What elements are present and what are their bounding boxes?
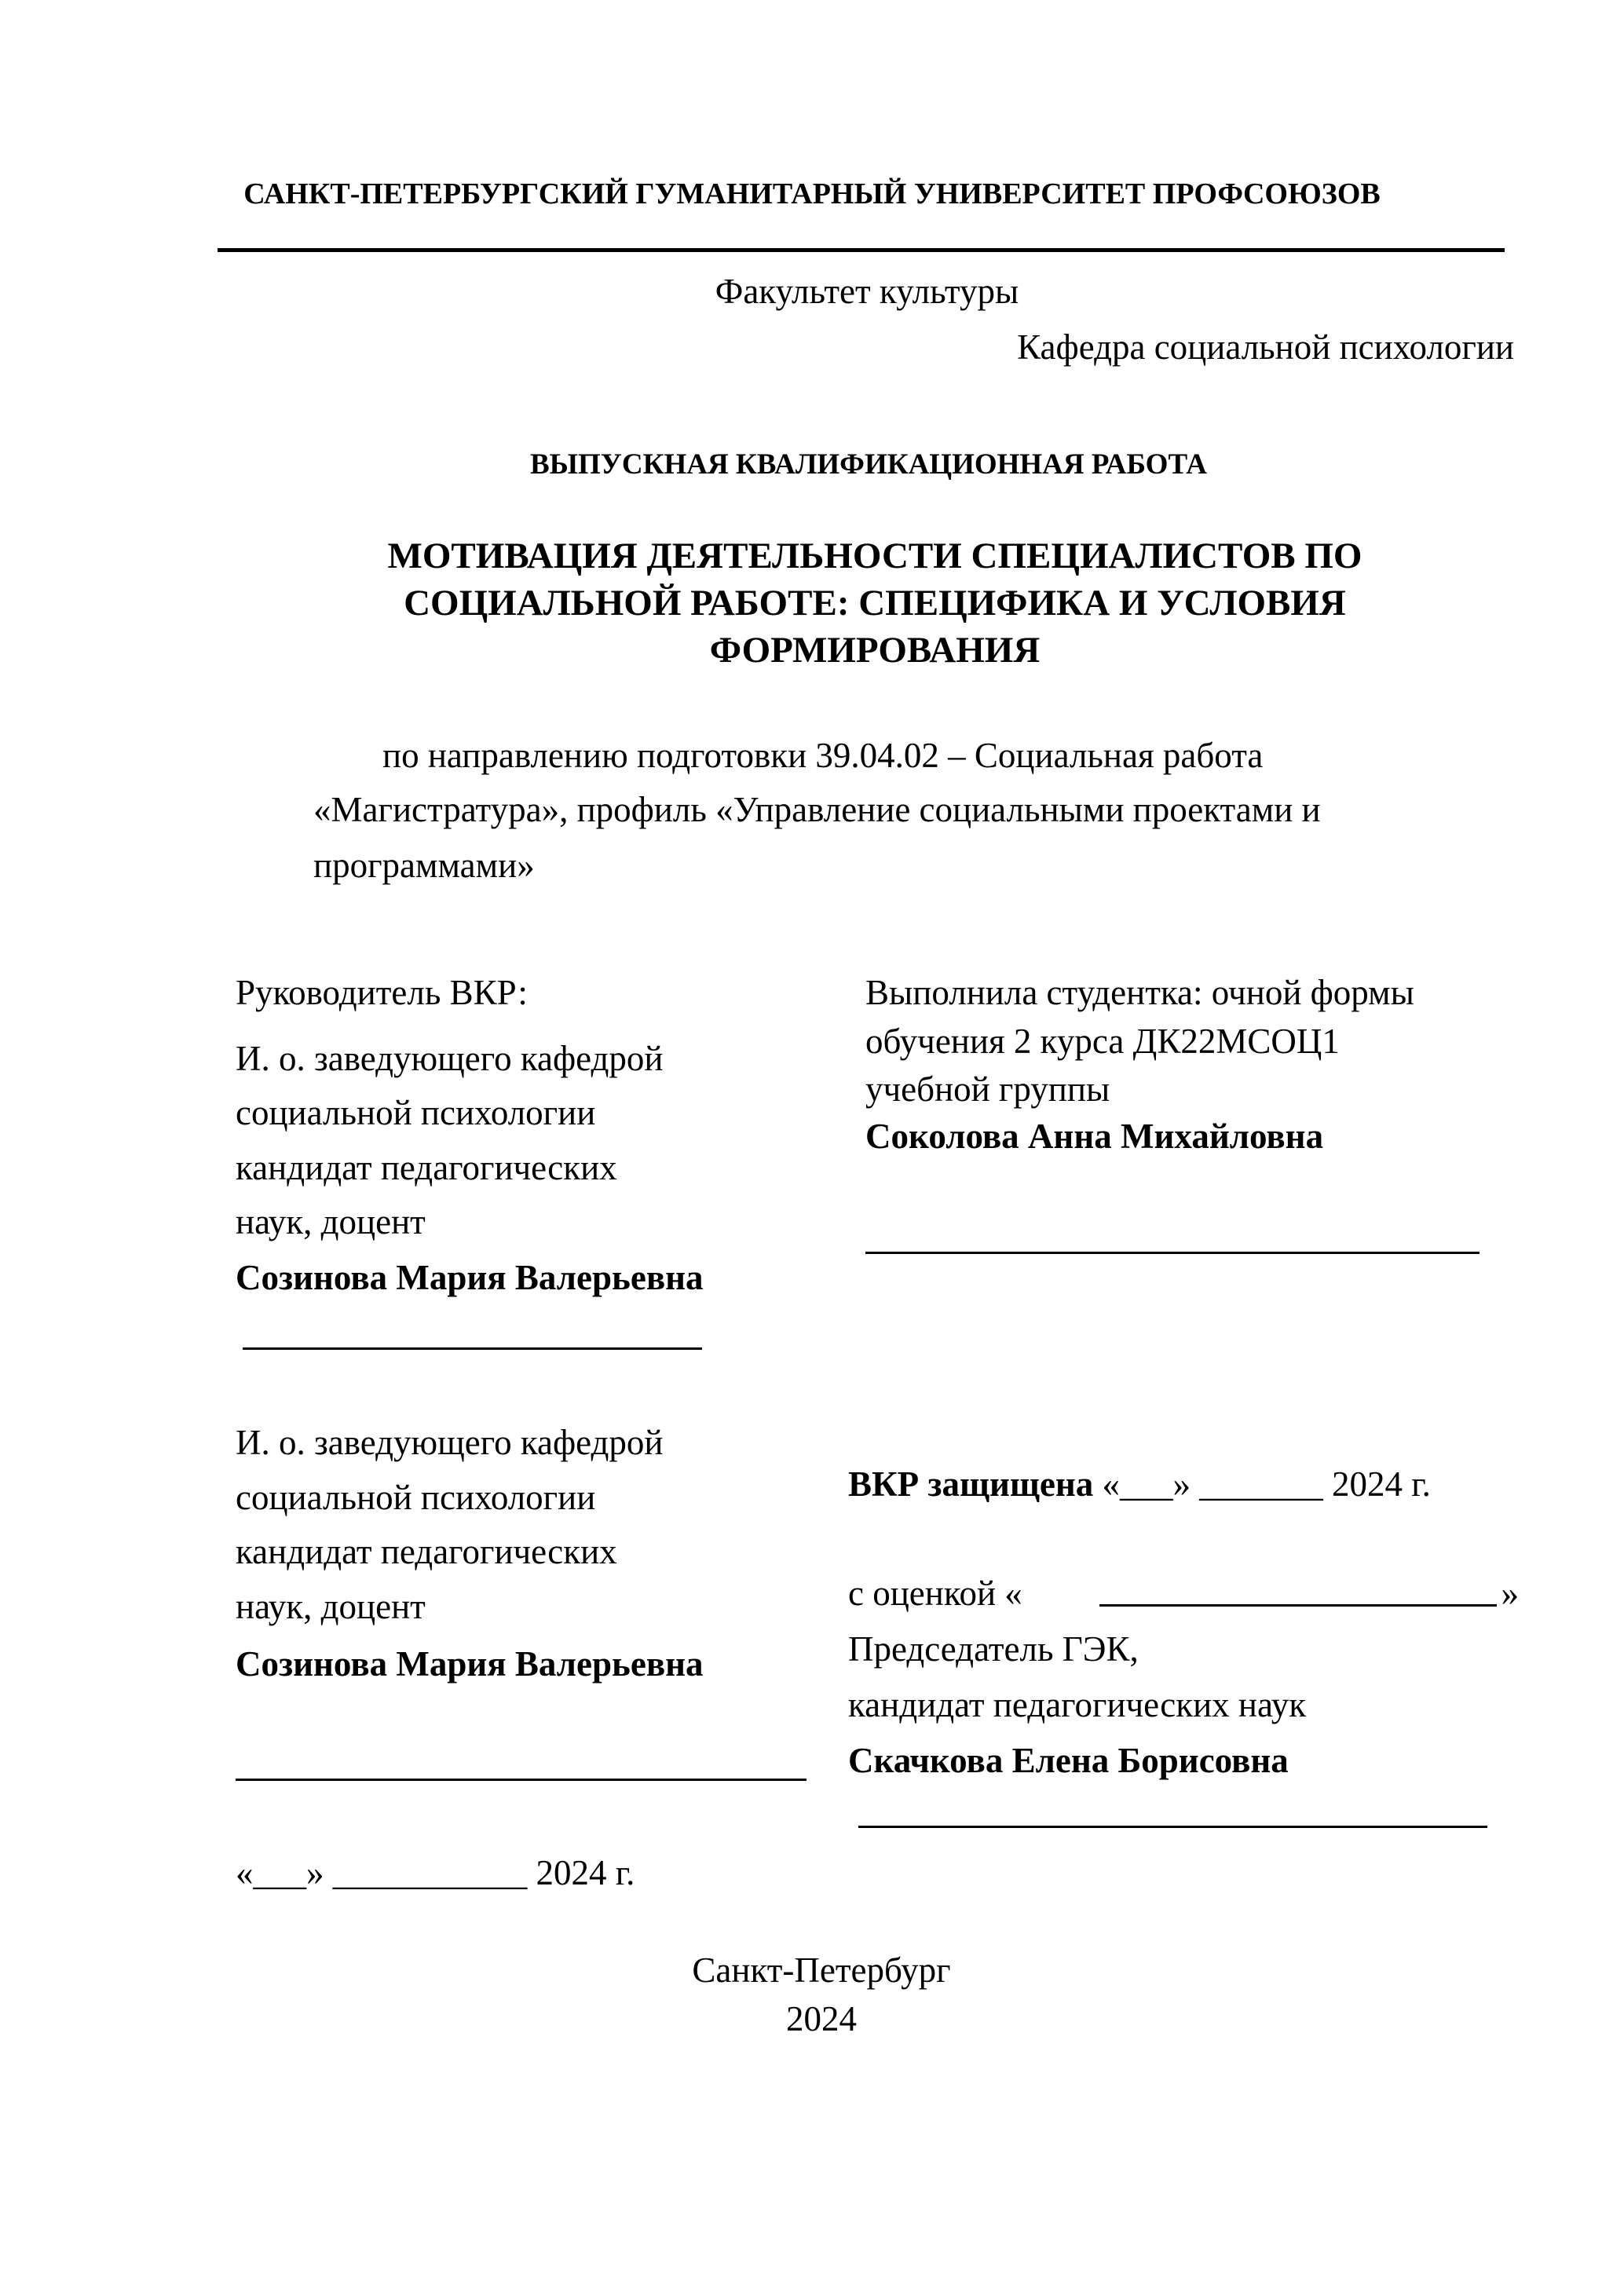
- work-type: ВЫПУСКНАЯ КВАЛИФИКАЦИОННАЯ РАБОТА: [529, 448, 1208, 481]
- student-signature-line: [865, 1252, 1480, 1254]
- supervisor-name: Созинова Мария Валерьевна: [236, 1258, 704, 1297]
- chair-name: Скачкова Елена Борисовна: [848, 1741, 1289, 1780]
- supervisor-position: И. о. заведующего кафедрой: [236, 1039, 664, 1078]
- student-info: обучения 2 курса ДК22МСОЦ1: [865, 1022, 1340, 1061]
- defense-label: ВКР защищена: [848, 1464, 1094, 1504]
- year: 2024: [786, 1999, 857, 2038]
- direction-line: по направлению подготовки 39.04.02 – Социальная работа: [382, 736, 1264, 775]
- grade-close: »: [1501, 1574, 1519, 1613]
- direction-line: «Магистратура», профиль «Управление социальными проектами и: [313, 790, 1321, 829]
- defense-line: [848, 1466, 1431, 1502]
- head-signature-line: [236, 1779, 807, 1781]
- head-position: кандидат педагогических: [236, 1532, 617, 1571]
- thesis-title-line: МОТИВАЦИЯ ДЕЯТЕЛЬНОСТИ СПЕЦИАЛИСТОВ ПО: [387, 536, 1362, 576]
- department: Кафедра социальной психологии: [1017, 327, 1514, 367]
- head-position: И. о. заведующего кафедрой: [236, 1423, 664, 1462]
- supervisor-position: социальной психологии: [236, 1093, 596, 1132]
- head-position: социальной психологии: [236, 1478, 596, 1517]
- university-name: САНКТ-ПЕТЕРБУРГСКИЙ ГУМАНИТАРНЫЙ УНИВЕРСИТЕТ ПРОФСОЮЗОВ: [243, 177, 1381, 210]
- chair-position: Председатель ГЭК,: [848, 1629, 1139, 1669]
- direction-line: программами»: [313, 846, 535, 885]
- thesis-title-line: СОЦИАЛЬНОЙ РАБОТЕ: СПЕЦИФИКА И УСЛОВИЯ: [404, 583, 1346, 623]
- city: Санкт-Петербург: [692, 1951, 951, 1990]
- head-name: Созинова Мария Валерьевна: [236, 1644, 704, 1684]
- grade-blank: [1099, 1604, 1497, 1607]
- head-date: «___» ___________ 2024 г.: [236, 1853, 635, 1892]
- chair-position: кандидат педагогических наук: [848, 1685, 1307, 1724]
- chair-signature-line: [858, 1826, 1487, 1828]
- head-position: наук, доцент: [236, 1587, 426, 1626]
- supervisor-position: наук, доцент: [236, 1202, 426, 1241]
- grade-line: [848, 1575, 1519, 1611]
- supervisor-position: кандидат педагогических: [236, 1148, 617, 1187]
- header-rule: [218, 248, 1505, 252]
- supervisor-label: Руководитель ВКР:: [236, 973, 528, 1012]
- student-info: учебной группы: [865, 1069, 1110, 1109]
- student-name: Соколова Анна Михайловна: [865, 1117, 1324, 1156]
- thesis-title-line: ФОРМИРОВАНИЯ: [709, 630, 1041, 671]
- student-info: Выполнила студентка: очной формы: [865, 973, 1414, 1012]
- defense-date: «___» _______ 2024 г.: [1102, 1464, 1431, 1504]
- faculty: Факультет культуры: [715, 272, 1019, 311]
- grade-label: с оценкой «: [848, 1574, 1022, 1613]
- supervisor-signature-line: [243, 1347, 702, 1350]
